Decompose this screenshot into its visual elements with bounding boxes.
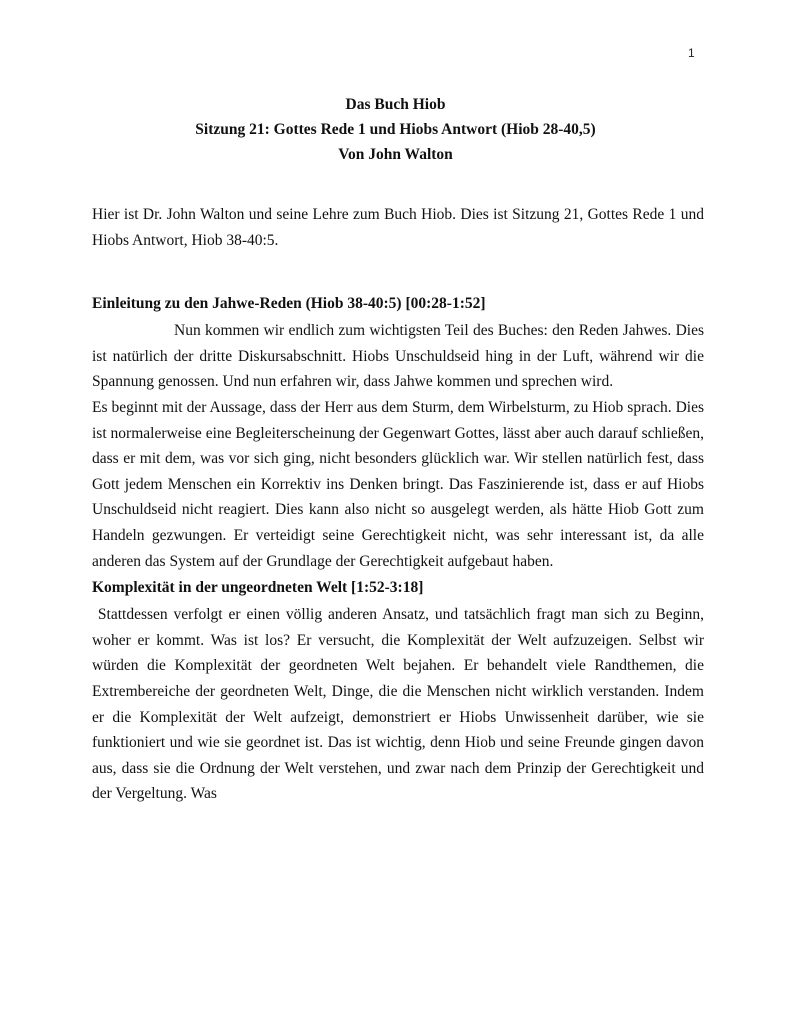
section-heading-complexity: Komplexität in der ungeordneten Welt [1:52-3:18] [92, 579, 424, 597]
document-body [92, 202, 704, 807]
intro-paragraph: Hier ist Dr. John Walton und seine Lehre zum Buch Hiob. Dies ist Sitzung 21, Gottes Rede 1 und Hiobs Antwort, Hiob 38-40:5. [92, 206, 704, 249]
section-2-paragraph-1: Stattdessen verfolgt er einen völlig anderen Ansatz, und tatsächlich fragt man sich zu Beginn, woher er kommt. Was ist los? Er versucht, die Komplexität der Welt aufzuzeigen. Selbst wir würden die Komplexität der geordneten Welt bejahen. Er behandelt viele Randthemen, die Extrembereiche der geordneten Welt, Dinge, die die Menschen nicht wirklich verstanden. Indem er die Komplexität der Welt aufzeigt, demonstriert er Hiobs Unwissenheit darüber, wie sie funktioniert und wie sie geordnet ist. Das ist wichtig, denn Hiob und seine Freunde gingen davon aus, dass sie die Ordnung der Welt verstehen, und zwar nach dem Prinzip der Gerechtigkeit und der Vergeltung. Was [92, 606, 705, 803]
section-heading-introduction: Einleitung zu den Jahwe-Reden (Hiob 38-40:5) [00:28-1:52] [92, 295, 486, 313]
page-number: 1 [688, 46, 695, 60]
section-1-paragraph-1: Nun kommen wir endlich zum wichtigsten Teil des Buches: den Reden Jahwes. Dies ist natürlich der dritte Diskursabschnitt. Hiobs Unschuldseid hing in der Luft, während wir die Spannung genossen. Und nun erfahren wir, dass Jahwe kommen und sprechen wird. [92, 322, 704, 391]
session-title: Sitzung 21: Gottes Rede 1 und Hiobs Antwort (Hiob 28-40,5) [195, 121, 596, 138]
document-title-block [0, 92, 791, 167]
document-title: Das Buch Hiob [345, 96, 446, 113]
author-line: Von John Walton [338, 146, 453, 163]
section-1-paragraph-2: Es beginnt mit der Aussage, dass der Herr aus dem Sturm, dem Wirbelsturm, zu Hiob sprach. Dies ist normalerweise eine Begleiterscheinung der Gegenwart Gottes, lässt aber auch darauf schließen, dass er mit dem, was vor sich ging, nicht besonders glücklich war. Wir stellen natürlich fest, dass Gott jedem Menschen ein Korrektiv ins Denken bringt. Das Faszinierende ist, dass er auf Hiobs Unschuldseid nicht reagiert. Dies kann also nicht so ausgelegt werden, als hätte Hiob Gott zum Handeln gezwungen. Er verteidigt seine Gerechtigkeit nicht, was sehr interessant ist, da alle anderen das System auf der Grundlage der Gerechtigkeit aufgebaut haben. [92, 398, 704, 570]
